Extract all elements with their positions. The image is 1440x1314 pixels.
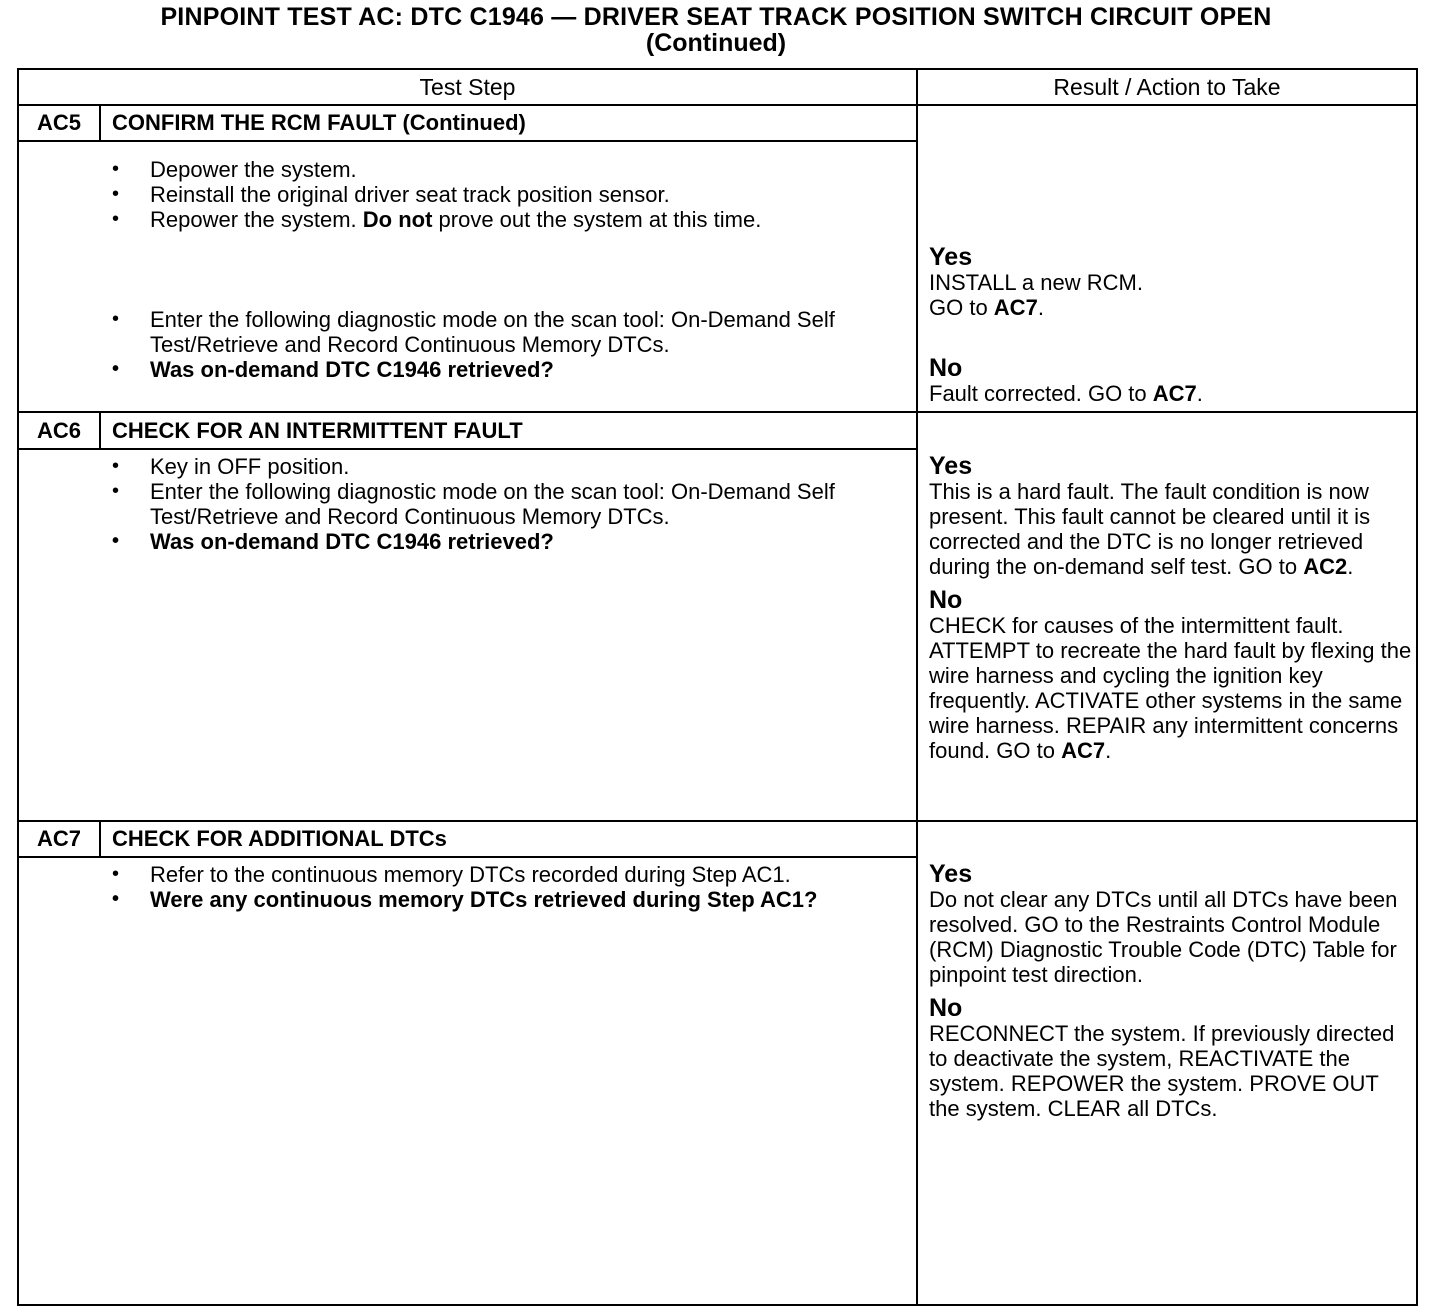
row-divider bbox=[17, 411, 1418, 413]
step-id-divider bbox=[99, 411, 101, 449]
yes-label: Yes bbox=[929, 860, 973, 888]
yes-label: Yes bbox=[929, 243, 973, 271]
no-label: No bbox=[929, 994, 963, 1022]
step-id: AC7 bbox=[36, 826, 81, 851]
step-id: AC5 bbox=[36, 110, 81, 135]
step-instructions bbox=[108, 862, 898, 912]
question-item: • Were any continuous memory DTCs retrieved during Step AC1? bbox=[108, 887, 898, 912]
step-title-divider bbox=[17, 448, 917, 450]
no-action: RECONNECT the system. If previously directed to deactivate the system, REACTIVATE the system. REPOWER the system. PROVE OUT the system. CLEAR all DTCs. bbox=[929, 1021, 1395, 1121]
instruction-item: • Depower the system. bbox=[108, 157, 898, 182]
result-block bbox=[929, 453, 1414, 763]
step-title: CHECK FOR ADDITIONAL DTCs bbox=[112, 826, 447, 851]
step-title: CHECK FOR AN INTERMITTENT FAULT bbox=[112, 418, 523, 443]
instruction-item: • Enter the following diagnostic mode on the scan tool: On-Demand Self Test/Retrieve and Record Continuous Memory DTCs. bbox=[108, 307, 898, 357]
result-block bbox=[929, 861, 1414, 1121]
header-test-step: Test Step bbox=[419, 74, 516, 100]
yes-action: INSTALL a new RCM. bbox=[929, 270, 1143, 295]
step-id-divider bbox=[99, 104, 101, 141]
step-instructions bbox=[108, 454, 898, 554]
header-result: Result / Action to Take bbox=[1053, 74, 1281, 100]
instruction-item: • Refer to the continuous memory DTCs recorded during Step AC1. bbox=[108, 862, 898, 887]
instruction-item: • Enter the following diagnostic mode on the scan tool: On-Demand Self Test/Retrieve and Record Continuous Memory DTCs. bbox=[108, 479, 898, 529]
instruction-item: • Key in OFF position. bbox=[108, 454, 898, 479]
step-id: AC6 bbox=[36, 418, 81, 443]
step-instructions bbox=[108, 157, 898, 382]
question-item: • Was on-demand DTC C1946 retrieved? bbox=[108, 357, 898, 382]
instruction-item: • Repower the system. Do not prove out the system at this time. bbox=[108, 207, 898, 232]
yes-action: Do not clear any DTCs until all DTCs have been resolved. GO to the Restraints Control Module (RCM) Diagnostic Trouble Code (DTC) Table for pinpoint test direction. bbox=[929, 887, 1398, 987]
no-label: No bbox=[929, 354, 963, 382]
no-action: Fault corrected. GO to AC7. bbox=[929, 381, 1203, 406]
yes-goto: GO to AC7. bbox=[929, 295, 1044, 320]
no-label: No bbox=[929, 586, 963, 614]
step-title-divider bbox=[17, 140, 917, 142]
result-block bbox=[929, 244, 1414, 406]
yes-action: This is a hard fault. The fault condition is now present. This fault cannot be cleared until it is corrected and the DTC is no longer retrieved during the on-demand self test. GO to AC2. bbox=[929, 479, 1371, 579]
column-divider bbox=[916, 68, 918, 1306]
step-title: CONFIRM THE RCM FAULT (Continued) bbox=[112, 110, 526, 135]
question-item: • Was on-demand DTC C1946 retrieved? bbox=[108, 529, 898, 554]
instruction-item: • Reinstall the original driver seat track position sensor. bbox=[108, 182, 898, 207]
no-action: CHECK for causes of the intermittent fault. ATTEMPT to recreate the hard fault by flexing the wire harness and cycling the ignition key frequently. ACTIVATE other systems in the same wire harness. REPAIR any intermittent concerns found. GO to AC7. bbox=[929, 613, 1412, 763]
page-subtitle: (Continued) bbox=[645, 29, 787, 57]
yes-label: Yes bbox=[929, 452, 973, 480]
page-title: PINPOINT TEST AC: DTC C1946 — DRIVER SEAT TRACK POSITION SWITCH CIRCUIT OPEN bbox=[160, 3, 1272, 31]
step-id-divider bbox=[99, 820, 101, 857]
step-title-divider bbox=[17, 856, 917, 858]
